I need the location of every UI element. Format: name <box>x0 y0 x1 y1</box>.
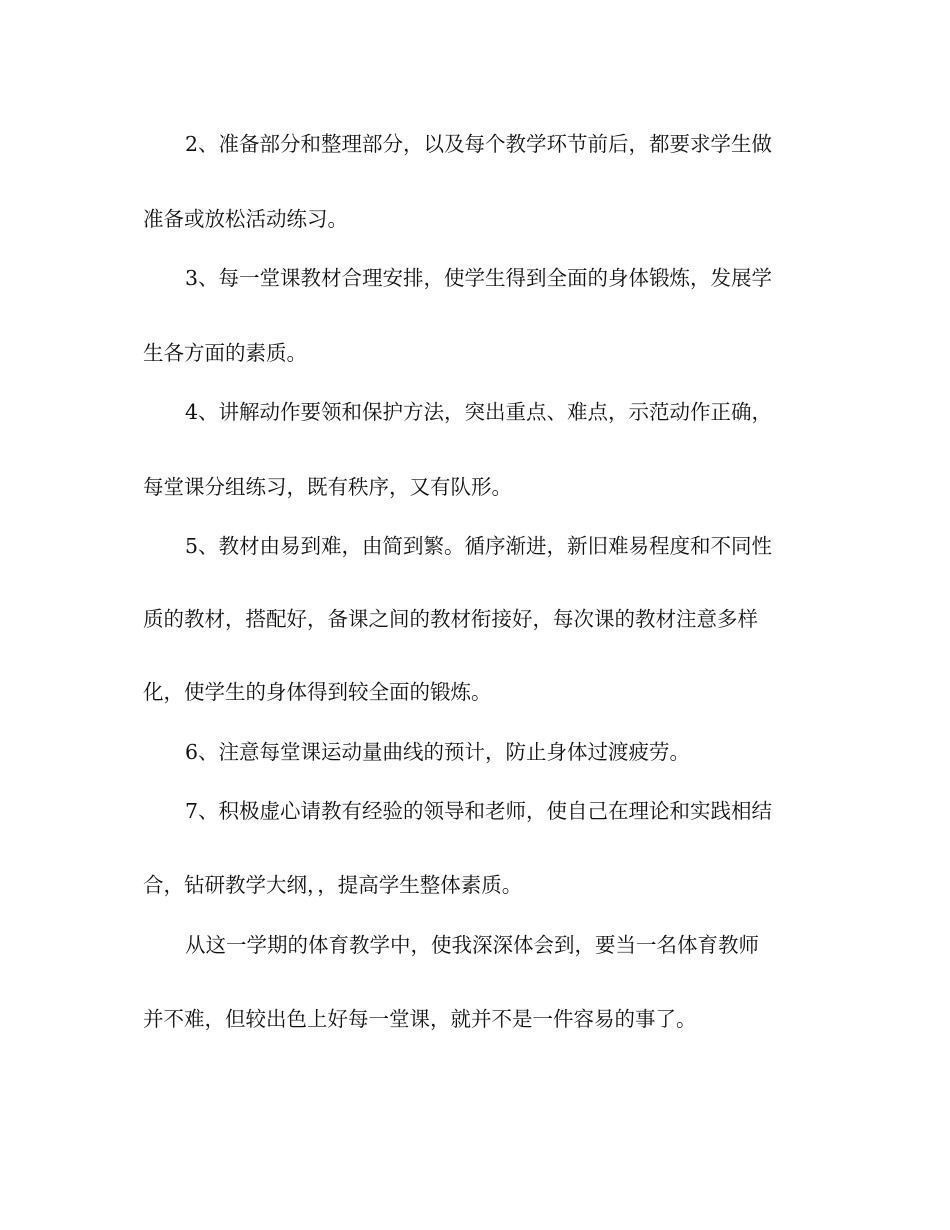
paragraph-4-line-1: 4、讲解动作要领和保护方法，突出重点、难点，示范动作正确， <box>185 400 773 424</box>
paragraph-7-line-1: 7、积极虚心请教有经验的领导和老师，使自己在理论和实践相结 <box>185 799 773 823</box>
paragraph-3-line-2: 生各方面的素质。 <box>143 341 307 365</box>
paragraph-2-line-2: 准备或放松活动练习。 <box>143 207 348 231</box>
paragraph-3-line-1: 3、每一堂课教材合理安排，使学生得到全面的身体锻炼，发展学 <box>185 266 773 290</box>
paragraph-5-line-2: 质的教材，搭配好，备课之间的教材衔接好，每次课的教材注意多样 <box>143 607 758 631</box>
paragraph-8-line-1: 从这一学期的体育教学中，使我深深体会到，要当一名体育教师 <box>185 933 759 957</box>
paragraph-4-line-2: 每堂课分组练习，既有秩序，又有队形。 <box>143 475 512 499</box>
paragraph-6-line-1: 6、注意每堂课运动量曲线的预计，防止身体过渡疲劳。 <box>185 740 691 764</box>
paragraph-7-line-2: 合，钻研教学大纲，，提高学生整体素质。 <box>143 873 523 897</box>
paragraph-5-line-3: 化，使学生的身体得到较全面的锻炼。 <box>143 680 492 704</box>
paragraph-2-line-1: 2、准备部分和整理部分，以及每个教学环节前后，都要求学生做 <box>185 132 773 156</box>
paragraph-5-line-1: 5、教材由易到难，由简到繁。循序渐进，新旧难易程度和不同性 <box>185 534 773 558</box>
paragraph-8-line-2: 并不难，但较出色上好每一堂课，就并不是一件容易的事了。 <box>143 1007 697 1031</box>
